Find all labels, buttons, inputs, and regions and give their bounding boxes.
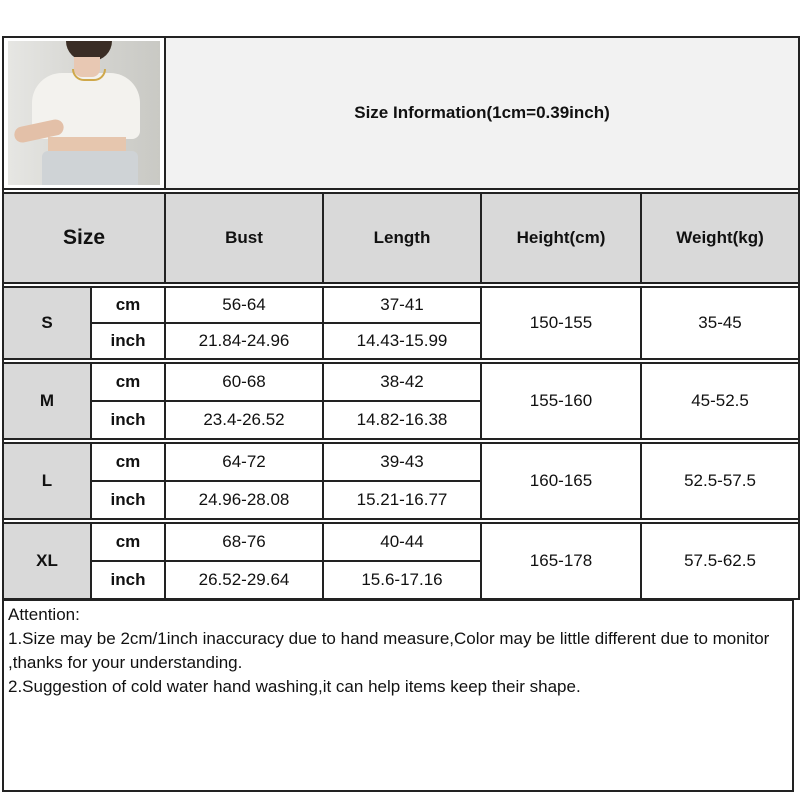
length-cm: 37-41 bbox=[323, 287, 481, 323]
bust-inch: 23.4-26.52 bbox=[165, 401, 323, 439]
unit-label: inch bbox=[91, 401, 165, 439]
bust-inch: 24.96-28.08 bbox=[165, 481, 323, 519]
product-photo bbox=[3, 37, 165, 189]
size-label: M bbox=[3, 363, 91, 439]
header-bust: Bust bbox=[165, 193, 323, 283]
attention-notes bbox=[2, 599, 794, 792]
weight-value: 52.5-57.5 bbox=[641, 443, 799, 519]
header-height: Height(cm) bbox=[481, 193, 641, 283]
unit-label: inch bbox=[91, 481, 165, 519]
weight-value: 57.5-62.5 bbox=[641, 523, 799, 599]
bust-cm: 56-64 bbox=[165, 287, 323, 323]
attention-heading: Attention: bbox=[8, 605, 80, 624]
length-inch: 15.6-17.16 bbox=[323, 561, 481, 599]
table-row bbox=[3, 443, 799, 481]
length-inch: 15.21-16.77 bbox=[323, 481, 481, 519]
attention-note-2: 2.Suggestion of cold water hand washing,it can help items keep their shape. bbox=[8, 677, 581, 696]
size-label: L bbox=[3, 443, 91, 519]
header-weight: Weight(kg) bbox=[641, 193, 799, 283]
unit-label: cm bbox=[91, 287, 165, 323]
table-row bbox=[3, 287, 799, 323]
bust-inch: 26.52-29.64 bbox=[165, 561, 323, 599]
height-value: 155-160 bbox=[481, 363, 641, 439]
height-value: 165-178 bbox=[481, 523, 641, 599]
weight-value: 35-45 bbox=[641, 287, 799, 359]
weight-value: 45-52.5 bbox=[641, 363, 799, 439]
length-inch: 14.43-15.99 bbox=[323, 323, 481, 359]
length-cm: 38-42 bbox=[323, 363, 481, 401]
length-cm: 39-43 bbox=[323, 443, 481, 481]
bust-cm: 68-76 bbox=[165, 523, 323, 561]
page-title: Size Information(1cm=0.39inch) bbox=[165, 37, 799, 189]
size-label: S bbox=[3, 287, 91, 359]
bust-cm: 60-68 bbox=[165, 363, 323, 401]
attention-note-1: 1.Size may be 2cm/1inch inaccuracy due to hand measure,Color may be little different due to monitor ,thanks for your understanding. bbox=[8, 629, 770, 672]
length-cm: 40-44 bbox=[323, 523, 481, 561]
table-row bbox=[3, 523, 799, 561]
size-chart bbox=[2, 36, 798, 796]
unit-label: cm bbox=[91, 443, 165, 481]
size-label: XL bbox=[3, 523, 91, 599]
unit-label: cm bbox=[91, 523, 165, 561]
length-inch: 14.82-16.38 bbox=[323, 401, 481, 439]
header-length: Length bbox=[323, 193, 481, 283]
unit-label: inch bbox=[91, 323, 165, 359]
unit-label: inch bbox=[91, 561, 165, 599]
unit-label: cm bbox=[91, 363, 165, 401]
bust-inch: 21.84-24.96 bbox=[165, 323, 323, 359]
height-value: 160-165 bbox=[481, 443, 641, 519]
height-value: 150-155 bbox=[481, 287, 641, 359]
table-row bbox=[3, 363, 799, 401]
size-table bbox=[2, 36, 800, 600]
bust-cm: 64-72 bbox=[165, 443, 323, 481]
header-size: Size bbox=[3, 193, 165, 283]
